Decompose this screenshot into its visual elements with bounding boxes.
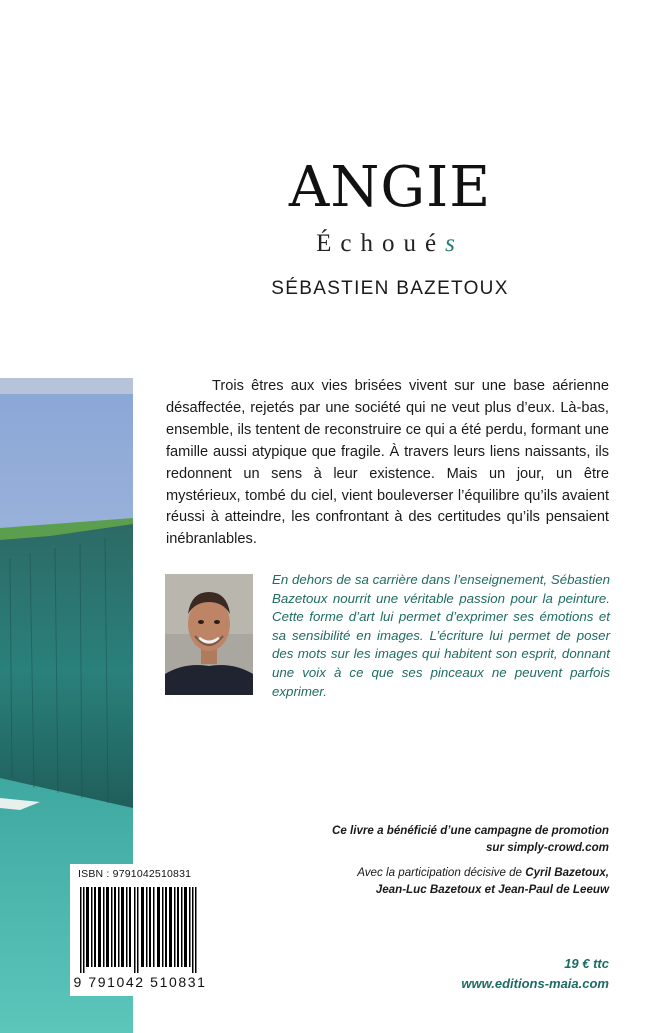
price: 19 € ttc — [564, 956, 609, 971]
promotion-note — [289, 822, 609, 856]
author-bio: En dehors de sa carrière dans l’enseignement, Sébastien Bazetoux nourrit une véritable passion pour la peinture. Cette forme d’art lui permet d’exprimer ses émotions et sa sensibilité en images. L’écriture lui permet de poser des mots sur les images qui habitent son esprit, donnant une voix à ce que ses pinceaux ne peuvent parfois exprimer. — [272, 572, 610, 699]
promotion-line1: Ce livre a bénéficié d’une campagne de promotion — [331, 824, 609, 837]
barcode-graphic — [80, 887, 200, 973]
publisher-website: www.editions-maia.com — [461, 976, 609, 991]
author-photo — [165, 574, 253, 695]
participation-names2: Jean-Luc Bazetoux et Jean-Paul de Leeuw — [375, 883, 609, 896]
book-title: ANGIE — [288, 155, 492, 220]
participation-name1: Cyril Bazetoux, — [525, 866, 609, 879]
subtitle-main: Échoué — [316, 230, 446, 257]
promotion-line2: sur simply-crowd.com — [485, 841, 609, 854]
isbn-label: ISBN : 9791042510831 — [78, 868, 192, 880]
author-name: SÉBASTIEN BAZETOUX — [271, 278, 509, 299]
participation-note — [289, 864, 609, 898]
synopsis-text: Trois êtres aux vies brisées vivent sur une base aérienne désaffectée, rejetés par une société qui ne veut plus d’eux. Là-bas, ensemble, ils tentent de reconstruire ce qui a été perdu, formant une famille aussi atypique que fragile. À travers leurs liens naissants, ils redonnent un sens à leur existence. Mais un jour, un être mystérieux, tombé du ciel, vient bouleverser l’équilibre qu’ils avaient réussi à atteindre, les confrontant à des certitudes qu’ils pensaient inébranlables. — [166, 378, 609, 548]
participation-intro: Avec la participation décisive de — [357, 866, 526, 879]
barcode-number: 9 791042 510831 — [73, 974, 207, 990]
book-subtitle — [240, 230, 540, 258]
isbn-barcode-box — [70, 864, 210, 996]
subtitle-end: s — [445, 230, 464, 257]
